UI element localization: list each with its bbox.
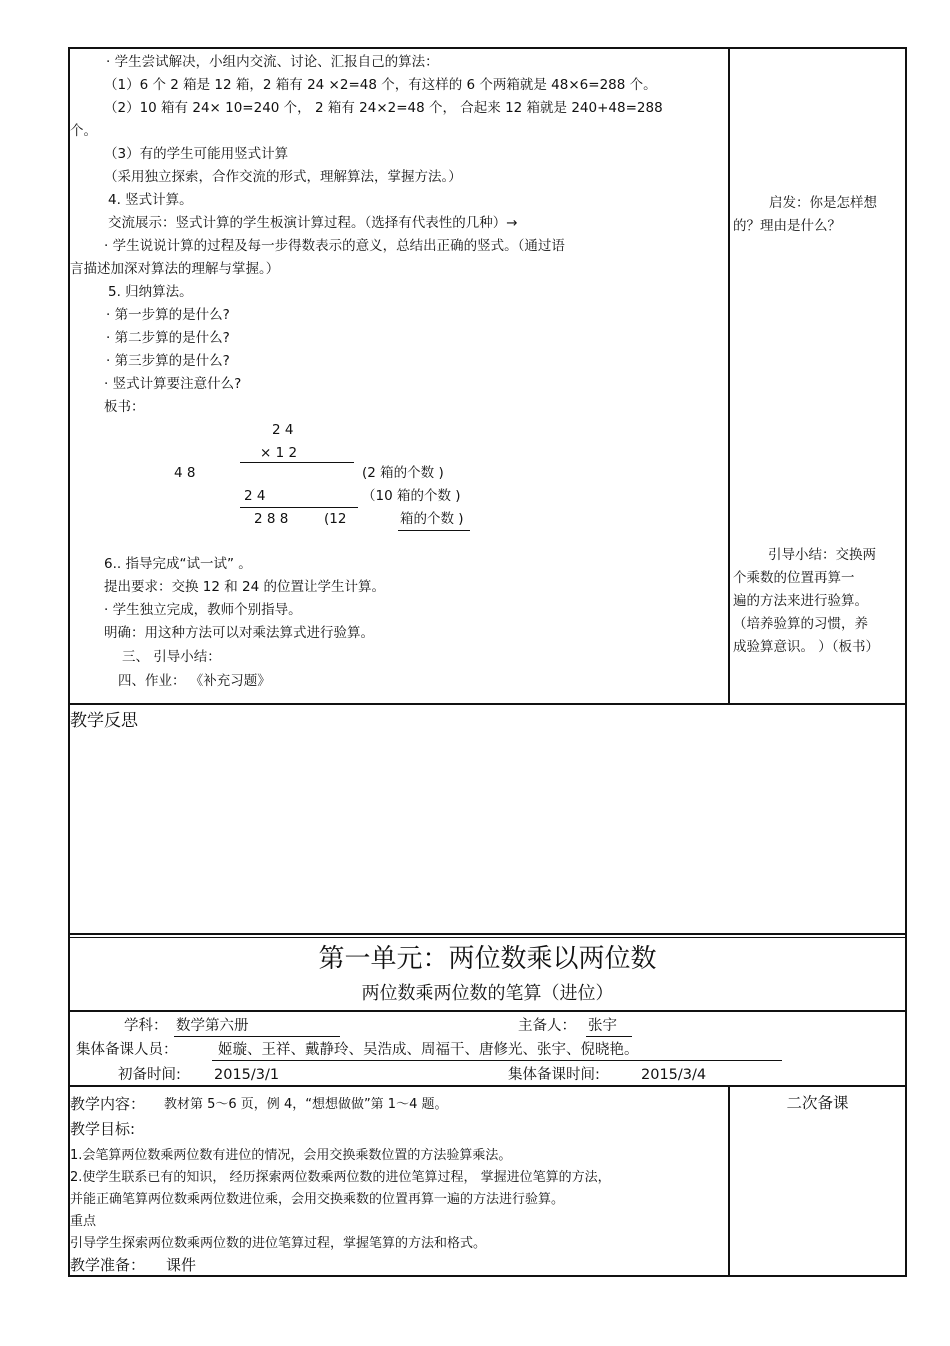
- text-line-10: 言描述加深对算法的理解与掌握。）: [70, 261, 280, 277]
- text-line-1: · 学生尝试解决，小组内交流、讨论、汇报自己的算法：: [106, 54, 439, 70]
- text-line-2: （1）6 个 2 箱是 12 箱，2 箱有 24 ×2=48 个，有这样的 6 个两箱就是 48×6=288 个。: [104, 77, 657, 93]
- row-divider-reflection: [68, 703, 907, 705]
- side-note-inspire: 启发：你是怎样想的？理由是什么？: [733, 195, 877, 234]
- table-bottom-border: [68, 1275, 907, 1277]
- column-divider-bottom: [728, 1085, 730, 1277]
- text-line-22: 四、作业： 《补充习题》: [118, 673, 271, 689]
- text-line-9: · 学生说说计算的过程及每一步得数表示的意义，总结出正确的竖式。（通过语: [104, 238, 565, 254]
- table-right-border: [905, 47, 907, 1277]
- subject-underline: [174, 1036, 340, 1037]
- calc-partial-1: 4 8: [174, 465, 196, 481]
- lead-value: 张宇: [588, 1018, 617, 1034]
- calc-partial-2-note: （10 箱的个数 ): [362, 488, 461, 504]
- text-line-20: 明确：用这种方法可以对乘法算式进行验算。: [104, 625, 374, 641]
- group-underline: [212, 1060, 782, 1061]
- text-line-12: · 第一步算的是什么?: [106, 307, 230, 323]
- text-line-5: （3）有的学生可能用竖式计算: [104, 146, 289, 162]
- row-divider-info: [68, 1010, 907, 1012]
- subject-label: 学科：: [124, 1018, 168, 1034]
- row-divider-header: [68, 933, 907, 935]
- text-line-4: 个。: [70, 123, 97, 139]
- goal-1: 1.会笔算两位数乘两位数有进位的情况，会用交换乘数位置的方法验算乘法。: [70, 1148, 512, 1163]
- group-label: 集体备课人员：: [76, 1042, 178, 1058]
- lead-label: 主备人：: [518, 1018, 576, 1034]
- collective-date-label: 集体备课时间:: [508, 1067, 600, 1083]
- lesson-title: 两位数乘两位数的笔算（进位）: [361, 983, 614, 1004]
- text-line-19: · 学生独立完成，教师个别指导。: [104, 602, 302, 618]
- init-date-underline: [212, 1085, 288, 1086]
- calc-result-note-b: 箱的个数 ): [400, 511, 464, 527]
- goal-2b: 并能正确笔算两位数乘两位数进位乘，会用交换乘数的位置再算一遍的方法进行验算。: [70, 1192, 565, 1207]
- calc-multiplicand: 2 4: [272, 422, 294, 438]
- group-value: 姬璇、王祥、戴静玲、吴浩成、周福干、唐修光、张宇、倪晓艳。: [218, 1042, 639, 1058]
- text-line-7: 4. 竖式计算。: [108, 192, 193, 208]
- collective-date-value: 2015/3/4: [641, 1067, 707, 1083]
- row-divider-content: [68, 1085, 907, 1087]
- text-line-14: · 第三步算的是什么?: [106, 353, 230, 369]
- calc-note-underline: [398, 530, 470, 531]
- calc-result: 2 8 8: [254, 511, 289, 527]
- prep-value: 课件: [166, 1256, 197, 1274]
- subject-value: 数学第六册: [176, 1018, 249, 1034]
- prep-label: 教学准备：: [70, 1256, 146, 1274]
- table-top-border: [68, 47, 907, 49]
- goals-label: 教学目标:: [70, 1120, 136, 1138]
- calc-partial-2: 2 4: [244, 488, 266, 504]
- side-note-summary-5: 成验算意识。 ）（板书）: [733, 639, 880, 655]
- calc-result-note-a: (12: [324, 511, 347, 527]
- side-note-summary-1: 引导小结：交换两: [768, 547, 876, 563]
- goal-2a: 2.使学生联系已有的知识， 经历探索两位数乘两位数的进位笔算过程， 掌握进位笔算的方法，: [70, 1170, 611, 1185]
- text-line-3: （2）10 箱有 24× 10=240 个， 2 箱有 24×2=48 个， 合起来 12 箱就是 240+48=288: [104, 100, 663, 116]
- side-note-summary-3: 遍的方法来进行验算。: [733, 593, 868, 609]
- side-note-summary-4: （培养验算的习惯，养: [733, 616, 868, 632]
- init-date-label: 初备时间:: [118, 1067, 181, 1083]
- lead-underline: [586, 1036, 632, 1037]
- text-line-17: 6.. 指导完成“试一试” 。: [104, 556, 252, 572]
- text-line-21: 三、 引导小结：: [122, 649, 221, 665]
- key-point-value: 引导学生探索两位数乘两位数的进位笔算过程，掌握笔算的方法和格式。: [70, 1236, 487, 1251]
- text-line-15: · 竖式计算要注意什么?: [104, 376, 242, 392]
- text-line-11: 5. 归纳算法。: [108, 284, 193, 300]
- content-value: 教材第 5～6 页，例 4，“想想做做”第 1～4 题。: [164, 1097, 448, 1112]
- column-divider-top: [728, 47, 730, 704]
- calc-rule-1: [240, 462, 354, 463]
- second-prep-label: 二次备课: [786, 1094, 849, 1112]
- init-date-value: 2015/3/1: [214, 1067, 280, 1083]
- key-point-label: 重点: [70, 1214, 97, 1229]
- calc-partial-1-note: (2 箱的个数 ): [362, 465, 444, 481]
- row-divider-header-inner: [68, 937, 907, 938]
- unit-title: 第一单元：两位数乘以两位数: [318, 944, 657, 974]
- text-line-18: 提出要求：交换 12 和 24 的位置让学生计算。: [104, 579, 386, 595]
- text-line-16: 板书：: [104, 399, 145, 415]
- calc-multiplier: × 1 2: [260, 445, 298, 461]
- side-note-summary-2: 个乘数的位置再算一: [733, 570, 855, 586]
- text-line-8: 交流展示：竖式计算的学生板演计算过程。（选择有代表性的几种）→: [108, 215, 518, 231]
- text-line-13: · 第二步算的是什么?: [106, 330, 230, 346]
- reflection-label: 教学反思: [70, 711, 138, 731]
- calc-rule-2: [240, 507, 358, 508]
- text-line-6: （采用独立探索，合作交流的形式，理解算法，掌握方法。）: [104, 169, 462, 185]
- content-label: 教学内容：: [70, 1095, 146, 1113]
- table-left-border: [68, 47, 70, 1277]
